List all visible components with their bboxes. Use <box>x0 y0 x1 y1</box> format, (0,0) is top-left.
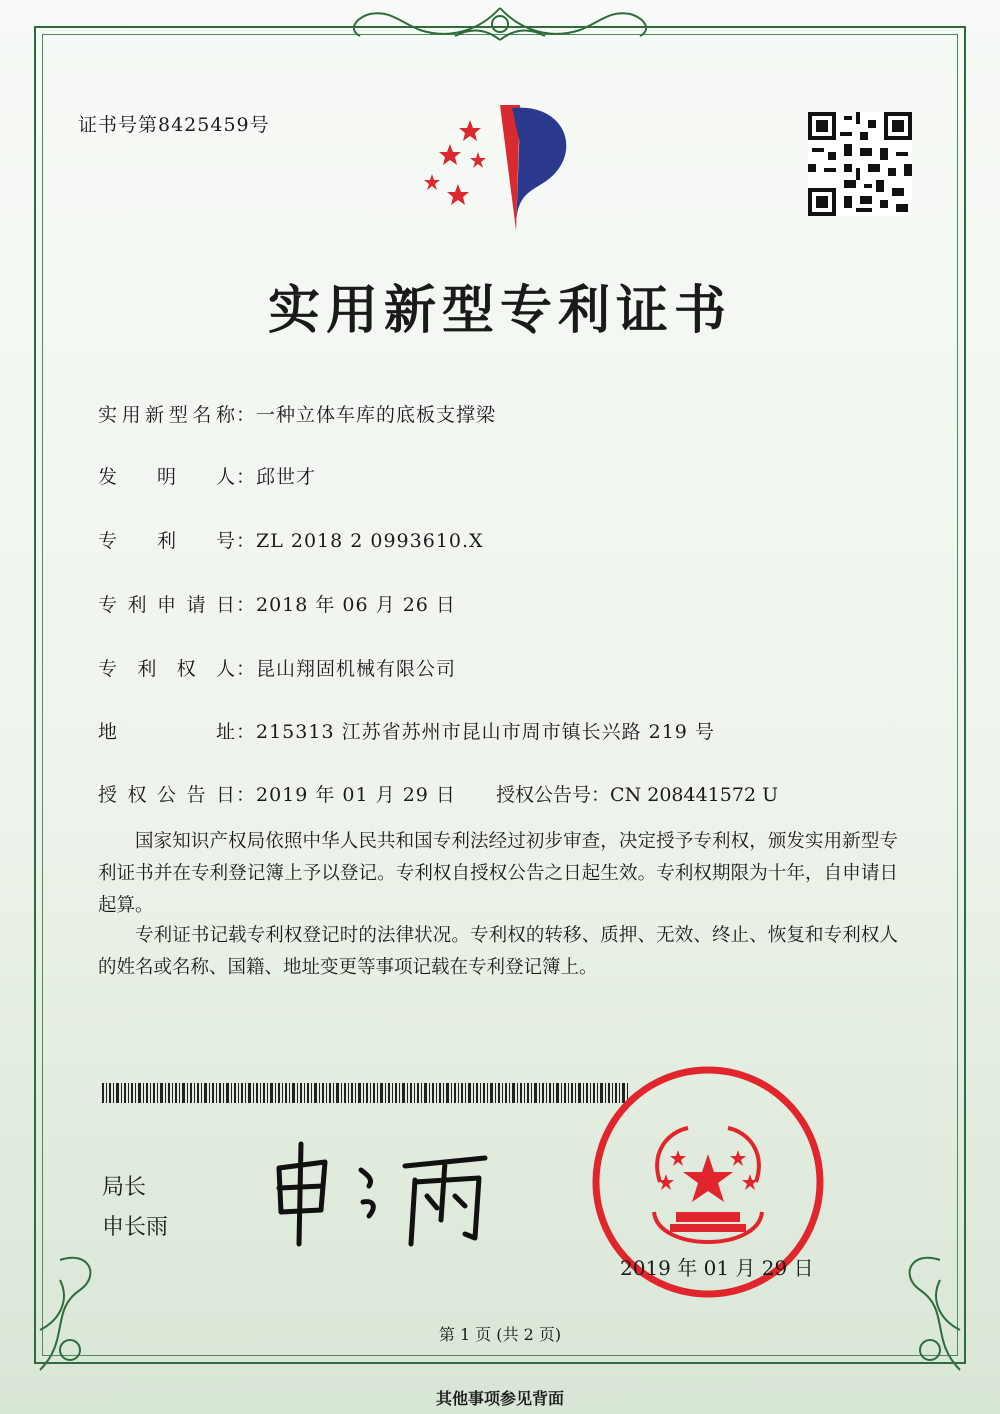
field-value: CN 208441572 U <box>610 784 779 806</box>
body-paragraph-2: 专利证书记载专利权登记时的法律状况。专利权的转移、质押、无效、终止、恢复和专利权人的姓名或名称、国籍、地址变更等事项记载在专利登记簿上。 <box>98 925 898 978</box>
field-label: 专利申请日 <box>98 594 236 616</box>
field-inventor: 发明人：邱世才 <box>98 462 316 489</box>
bottom-right-ornament-icon <box>890 1200 970 1380</box>
field-label: 地址 <box>98 721 236 743</box>
field-value: 2019 年 01 月 29 日 <box>256 784 456 806</box>
director-signature-icon <box>265 1140 505 1250</box>
footer-note: 其他事项参见背面 <box>435 1389 564 1408</box>
field-label: 授权公告号 <box>496 784 592 806</box>
field-announcement-number: 授权公告号：CN 208441572 U <box>496 784 779 806</box>
field-value: 2018 年 06 月 26 日 <box>256 594 456 616</box>
field-patentee: 专利权人：昆山翔固机械有限公司 <box>98 654 456 681</box>
field-patent-number: 专利号：ZL 2018 2 0993610.X <box>98 526 484 553</box>
certificate-number: 证书号第8425459号 <box>78 114 270 136</box>
body-paragraph-1: 国家知识产权局依照中华人民共和国专利法经过初步审查，决定授予专利权，颁发实用新型专利证书并在专利登记簿上予以登记。专利权自授权公告之日起生效。专利权期限为十年，自申请日起算。 <box>98 831 898 916</box>
field-grant-date: 授权公告日：2019 年 01 月 29 日 <box>98 780 456 807</box>
field-address: 地址：215313 江苏省苏州市昆山市周市镇长兴路 219 号 <box>98 717 715 744</box>
field-value: ZL 2018 2 0993610.X <box>256 530 484 552</box>
page-number: 第 1 页 (共 2 页) <box>438 1325 562 1344</box>
field-label: 专利权人 <box>98 658 236 680</box>
field-utility-model-name: 实用新型名称：一种立体车库的底板支撑梁 <box>98 400 496 427</box>
cnipa-logo-icon <box>420 100 590 240</box>
director-name: 申长雨 <box>102 1215 169 1240</box>
field-label: 专利号 <box>98 530 236 552</box>
field-label: 授权公告日 <box>98 784 236 806</box>
certificate-title: 实用新型专利证书 <box>267 281 732 341</box>
bottom-left-ornament-icon <box>30 1200 110 1380</box>
director-title: 局长 <box>102 1175 147 1200</box>
field-value: 昆山翔固机械有限公司 <box>256 658 457 680</box>
seal-date: 2019 年 01 月 29 日 <box>620 1256 814 1280</box>
barcode-strip <box>102 1083 1000 1105</box>
qr-code-icon[interactable] <box>808 112 912 216</box>
field-value: 邱世才 <box>256 466 317 488</box>
field-application-date: 专利申请日：2018 年 06 月 26 日 <box>98 590 456 617</box>
field-value: 215313 江苏省苏州市昆山市周市镇长兴路 219 号 <box>256 721 715 743</box>
field-label: 发明人 <box>98 466 236 488</box>
field-value: 一种立体车库的底板支撑梁 <box>256 404 497 426</box>
field-label: 实用新型名称 <box>98 404 236 426</box>
top-ornament-icon <box>330 0 670 52</box>
